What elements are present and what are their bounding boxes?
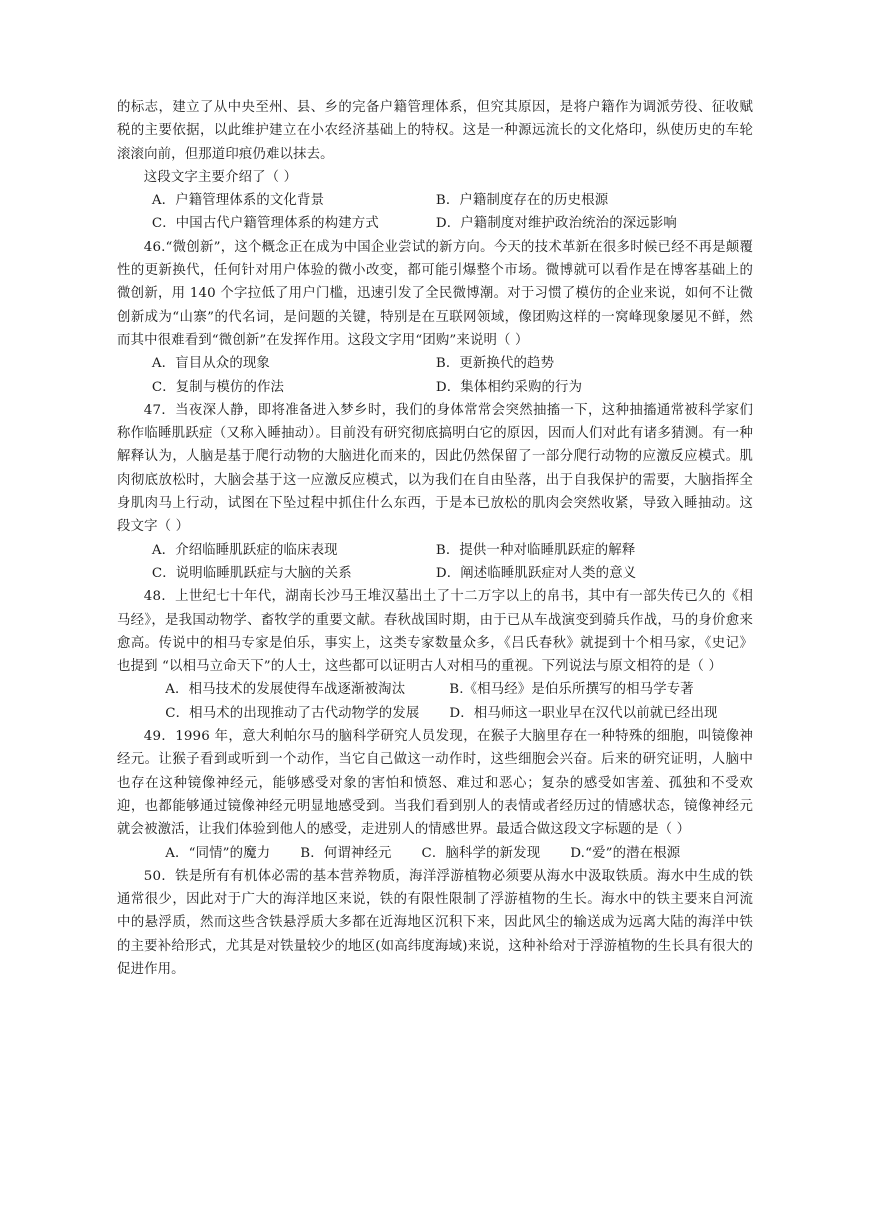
intro-options-row-1: [117, 189, 753, 212]
question-47-option-a: A．介绍临睡肌跃症的临床表现: [151, 542, 338, 558]
question-48-options-line-2: [117, 702, 753, 725]
question-47-option-d: D．阐述临睡肌跃症对人类的意义: [435, 565, 637, 581]
intro-options-row-2: [117, 212, 753, 235]
question-46-option-a: A．盲目从众的现象: [151, 356, 270, 372]
intro-option-b: B．户籍制度存在的历史根源: [435, 193, 609, 209]
intro-question: 这段文字主要介绍了（ ）: [143, 169, 298, 185]
question-48-options-line-1: [117, 678, 753, 701]
question-46-options-row-2: [117, 376, 753, 399]
question-49-option-a: A．“同情”的魔力: [165, 845, 271, 861]
question-47-option-b: B．提供一种对临睡肌跃症的解释: [435, 542, 636, 558]
question-46-option-b: B．更新换代的趋势: [435, 356, 555, 372]
question-48-option-d: D．相马师这一职业早在汉代以前就已经出现: [449, 705, 718, 721]
question-47-options-row-2: [117, 562, 753, 585]
document-page: [117, 96, 753, 981]
question-47-option-c: C．说明临睡肌跃症与大脑的关系: [151, 565, 352, 581]
question-48-text: 48．上世纪七十年代，湖南长沙马王堆汉墓出土了十二万字以上的帛书，其中有一部失传已久的《相马经》，是我国动物学、畜牧学的重要文献。春秋战国时期，由于已从车战演变到骑兵作战，马的身价愈来愈高。传说中的相马专家是伯乐，事实上，这类专家数量众多，《吕氏春秋》就提到十个相马家，《史记》也提到 “以相马立命天下”的人士，这些都可以证明古人对相马的重视。下列说法与原文相符的是（ ）: [117, 589, 753, 675]
question-49-option-d: D.“爱”的潜在根源: [570, 845, 681, 861]
intro-paragraph: 的标志，建立了从中央至州、县、乡的完备户籍管理体系，但究其原因，是将户籍作为调派劳役、征收赋税的主要依据，以此维护建立在小农经济基础上的特权。这是一种源远流长的文化烙印，纵使历史的车轮滚滚向前，但那道印痕仍难以抹去。: [117, 100, 753, 162]
question-46-options-row-1: [117, 352, 753, 375]
question-49-text: 49．1996 年，意大利帕尔马的脑科学研究人员发现，在猴子大脑里存在一种特殊的细胞，叫镜像神经元。让猴子看到或听到一个动作，当它自己做这一动作时，这些细胞会兴奋。后来的研究证明，人脑中也存在这种镜像神经元，能够感受对象的害怕和愤怒、难过和恶心；复杂的感受如害羞、孤独和不受欢迎，也都能够通过镜像神经元明显地感受到。当我们看到别人的表情或者经历过的情感状态，镜像神经元就会被激活，让我们体验到他人的感受，走进别人的情感世界。最适合做这段文字标题的是（ ）: [117, 729, 753, 838]
question-47-text: 47．当夜深人静，即将准备进入梦乡时，我们的身体常常会突然抽搐一下，这种抽搐通常被科学家们称作临睡肌跃症（又称入睡抽动）。目前没有研究彻底搞明白它的原因，因而人们对此有诸多猜测。有一种解释认为，人脑是基于爬行动物的大脑进化而来的，因此仍然保留了一部分爬行动物的应激反应模式。肌肉彻底放松时，大脑会基于这一应激反应模式，以为我们在自由坠落，出于自我保护的需要，大脑指挥全身肌肉马上行动，试图在下坠过程中抓住什么东西，于是本已放松的肌肉会突然收紧，导致入睡抽动。这段文字（ ）: [117, 402, 753, 535]
question-49-option-b: B．何谓神经元: [300, 845, 392, 861]
intro-option-c: C．中国古代户籍管理体系的构建方式: [151, 216, 379, 232]
question-46-option-d: D．集体相约采购的行为: [435, 379, 583, 395]
question-50-text: 50．铁是所有有机体必需的基本营养物质，海洋浮游植物必须要从海水中汲取铁质。海水中生成的铁通常很少，因此对于广大的海洋地区来说，铁的有限性限制了浮游植物的生长。海水中的铁主要来自河流中的悬浮质，然而这些含铁悬浮质大多都在近海地区沉积下来，因此风尘的输送成为远离大陆的海洋中铁的主要补给形式，尤其是对铁量较少的地区(如高纬度海域)来说，这种补给对于浮游植物的生长具有很大的促进作用。: [117, 868, 753, 977]
question-46-option-c: C．复制与模仿的作法: [151, 379, 285, 395]
question-47-options-row-1: [117, 539, 753, 562]
question-48-option-a: A．相马技术的发展使得车战逐渐被淘汰: [165, 682, 406, 698]
question-49-options-line: [117, 842, 753, 865]
question-48-option-c: C．相马术的出现推动了古代动物学的发展: [165, 705, 420, 721]
question-49-option-c: C．脑科学的新发现: [421, 845, 541, 861]
intro-option-a: A．户籍管理体系的文化背景: [151, 193, 325, 209]
intro-option-d: D．户籍制度对维护政治统治的深远影响: [435, 216, 677, 232]
question-48-option-b: B.《相马经》是伯乐所撰写的相马学专著: [449, 682, 694, 698]
question-46-text: 46.“微创新”，这个概念正在成为中国企业尝试的新方向。今天的技术革新在很多时候已经不再是颠覆性的更新换代，任何针对用户体验的微小改变，都可能引爆整个市场。微博就可以看作是在博客基础上的微创新，用 140 个字拉低了用户门槛，迅速引发了全民微博潮。对于习惯了模仿的企业来说，如何不让微创新成为“山寨”的代名词，是问题的关键，特别是在互联网领域，像团购这样的一窝峰现象屡见不鲜，然而其中很难看到“微创新”在发挥作用。这段文字用“团购”来说明（ ）: [117, 239, 753, 348]
